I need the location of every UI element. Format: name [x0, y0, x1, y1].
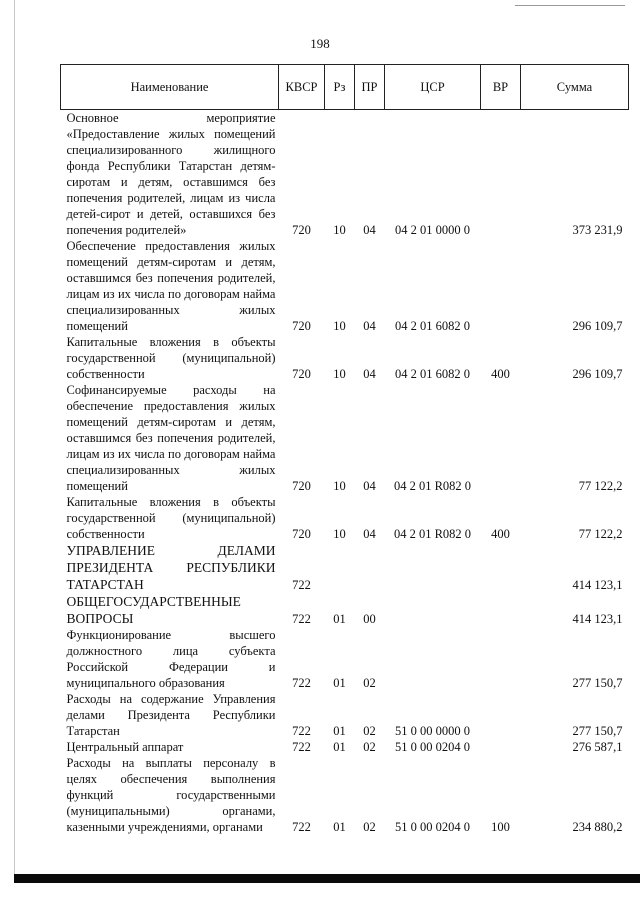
cell-kvsr: 720 [292, 223, 311, 237]
cell-kvsr: 722 [292, 724, 311, 738]
table-row [61, 334, 629, 382]
cell-name: Капитальные вложения в объекты государственной (муниципальной) собственности [66, 335, 276, 381]
table-row [61, 755, 629, 835]
cell-pr: 04 [363, 479, 376, 493]
cell-kvsr: 720 [292, 479, 311, 493]
header-pr: ПР [355, 65, 385, 110]
table-row [61, 627, 629, 691]
cell-sum: 296 109,7 [572, 367, 623, 381]
cell-sum: 277 150,7 [572, 676, 623, 690]
cell-name: Капитальные вложения в объекты государственной (муниципальной) собственности [66, 495, 276, 541]
cell-pr: 04 [363, 223, 376, 237]
cell-kvsr: 722 [292, 578, 311, 592]
cell-vr [481, 739, 521, 755]
cell-kvsr: 722 [292, 740, 311, 754]
cell-csr: 51 0 00 0204 0 [395, 820, 470, 834]
cell-sum: 276 587,1 [572, 740, 623, 754]
cell-pr: 02 [363, 676, 376, 690]
table-row [61, 238, 629, 334]
cell-csr: 04 2 01 6082 0 [395, 319, 470, 333]
cell-csr: 04 2 01 R082 0 [393, 527, 472, 541]
cell-vr [481, 593, 521, 627]
cell-rz: 10 [333, 527, 346, 541]
cell-sum: 77 122,2 [578, 479, 623, 493]
cell-rz: 10 [333, 223, 346, 237]
header-csr: ЦСР [385, 65, 481, 110]
table-header [61, 65, 629, 110]
table-row [61, 494, 629, 542]
cell-rz: 01 [333, 820, 346, 834]
cell-rz: 10 [333, 367, 346, 381]
table-row [61, 110, 629, 239]
header-rz: Рз [325, 65, 355, 110]
cell-pr: 02 [363, 740, 376, 754]
page-number: 198 [310, 36, 330, 51]
cell-csr: 04 2 01 R082 0 [393, 479, 472, 493]
cell-rz: 10 [333, 479, 346, 493]
cell-csr: 51 0 00 0000 0 [395, 724, 470, 738]
cell-name: Основное мероприятие «Предоставление жилых помещений специализированного жилищного фонда Республики Татарстан детям-сиротам и детям, оставшимся без попечения родителей, лицам из числа детей-сирот и детей, оставшихся без попечения родителей» [66, 111, 276, 237]
cell-vr: 100 [491, 820, 510, 834]
cell-sum: 414 123,1 [572, 612, 623, 626]
cell-name: Расходы на выплаты персоналу в целях обеспечения выполнения функций государственными (муниципальными) органами, казенными учреждениями, органами [66, 756, 276, 834]
cell-name: Функционирование высшего должностного лица субъекта Российской Федерации и муниципального образования [66, 628, 276, 690]
cell-vr [481, 627, 521, 691]
cell-kvsr: 722 [292, 820, 311, 834]
cell-sum: 296 109,7 [572, 319, 623, 333]
cell-sum: 234 880,2 [572, 820, 623, 834]
cell-name: Обеспечение предоставления жилых помещений детям-сиротам и детям, оставшимся без попечения родителей, лицам из их числа по договорам найма специализированных жилых помещений [66, 239, 276, 333]
table-row [61, 691, 629, 739]
cell-pr: 04 [363, 367, 376, 381]
cell-name: УПРАВЛЕНИЕ ДЕЛАМИ ПРЕЗИДЕНТА РЕСПУБЛИКИ ТАТАРСТАН [66, 543, 276, 592]
cell-vr: 400 [491, 527, 510, 541]
cell-rz [325, 542, 355, 593]
table-row [61, 382, 629, 494]
cell-pr: 04 [363, 527, 376, 541]
cell-name: Расходы на содержание Управления делами Президента Республики Татарстан [66, 692, 276, 738]
table-row [61, 593, 629, 627]
cell-kvsr: 722 [292, 676, 311, 690]
budget-table [60, 64, 629, 835]
scan-left-edge [14, 0, 15, 880]
top-decorative-rule [515, 5, 625, 6]
table-row [61, 739, 629, 755]
header-name: Наименование [61, 65, 279, 110]
cell-csr: 51 0 00 0204 0 [395, 740, 470, 754]
cell-kvsr: 720 [292, 319, 311, 333]
cell-rz: 01 [333, 724, 346, 738]
cell-sum: 414 123,1 [572, 578, 623, 592]
cell-pr: 00 [363, 612, 376, 626]
cell-pr: 02 [363, 820, 376, 834]
cell-csr [385, 542, 481, 593]
cell-sum: 277 150,7 [572, 724, 623, 738]
table-row [61, 542, 629, 593]
cell-vr [481, 110, 521, 239]
cell-rz: 10 [333, 319, 346, 333]
header-vr: ВР [481, 65, 521, 110]
cell-kvsr: 720 [292, 527, 311, 541]
cell-vr [481, 238, 521, 334]
table-body [61, 110, 629, 836]
cell-vr: 400 [491, 367, 510, 381]
cell-pr: 02 [363, 724, 376, 738]
cell-vr [481, 691, 521, 739]
cell-sum: 77 122,2 [578, 527, 623, 541]
cell-csr: 04 2 01 0000 0 [395, 223, 470, 237]
header-sum: Сумма [521, 65, 629, 110]
cell-rz: 01 [333, 676, 346, 690]
cell-name: Центральный аппарат [66, 740, 184, 754]
cell-name: Софинансируемые расходы на обеспечение предоставления жилых помещений детям-сиротам и детям, оставшимся без попечения родителей, лицам из их числа по договорам найма специализированных жилых помещений [66, 383, 276, 493]
cell-csr: 04 2 01 6082 0 [395, 367, 470, 381]
scan-bottom-bar [14, 874, 640, 883]
cell-pr: 04 [363, 319, 376, 333]
cell-vr [481, 542, 521, 593]
cell-name: ОБЩЕГОСУДАРСТВЕННЫЕ ВОПРОСЫ [66, 594, 241, 626]
cell-vr [481, 382, 521, 494]
cell-kvsr: 720 [292, 367, 311, 381]
header-kvsr: КВСР [279, 65, 325, 110]
cell-kvsr: 722 [292, 612, 311, 626]
cell-pr [355, 542, 385, 593]
cell-csr [385, 593, 481, 627]
cell-csr [385, 627, 481, 691]
cell-rz: 01 [333, 740, 346, 754]
cell-rz: 01 [333, 612, 346, 626]
cell-sum: 373 231,9 [572, 223, 623, 237]
